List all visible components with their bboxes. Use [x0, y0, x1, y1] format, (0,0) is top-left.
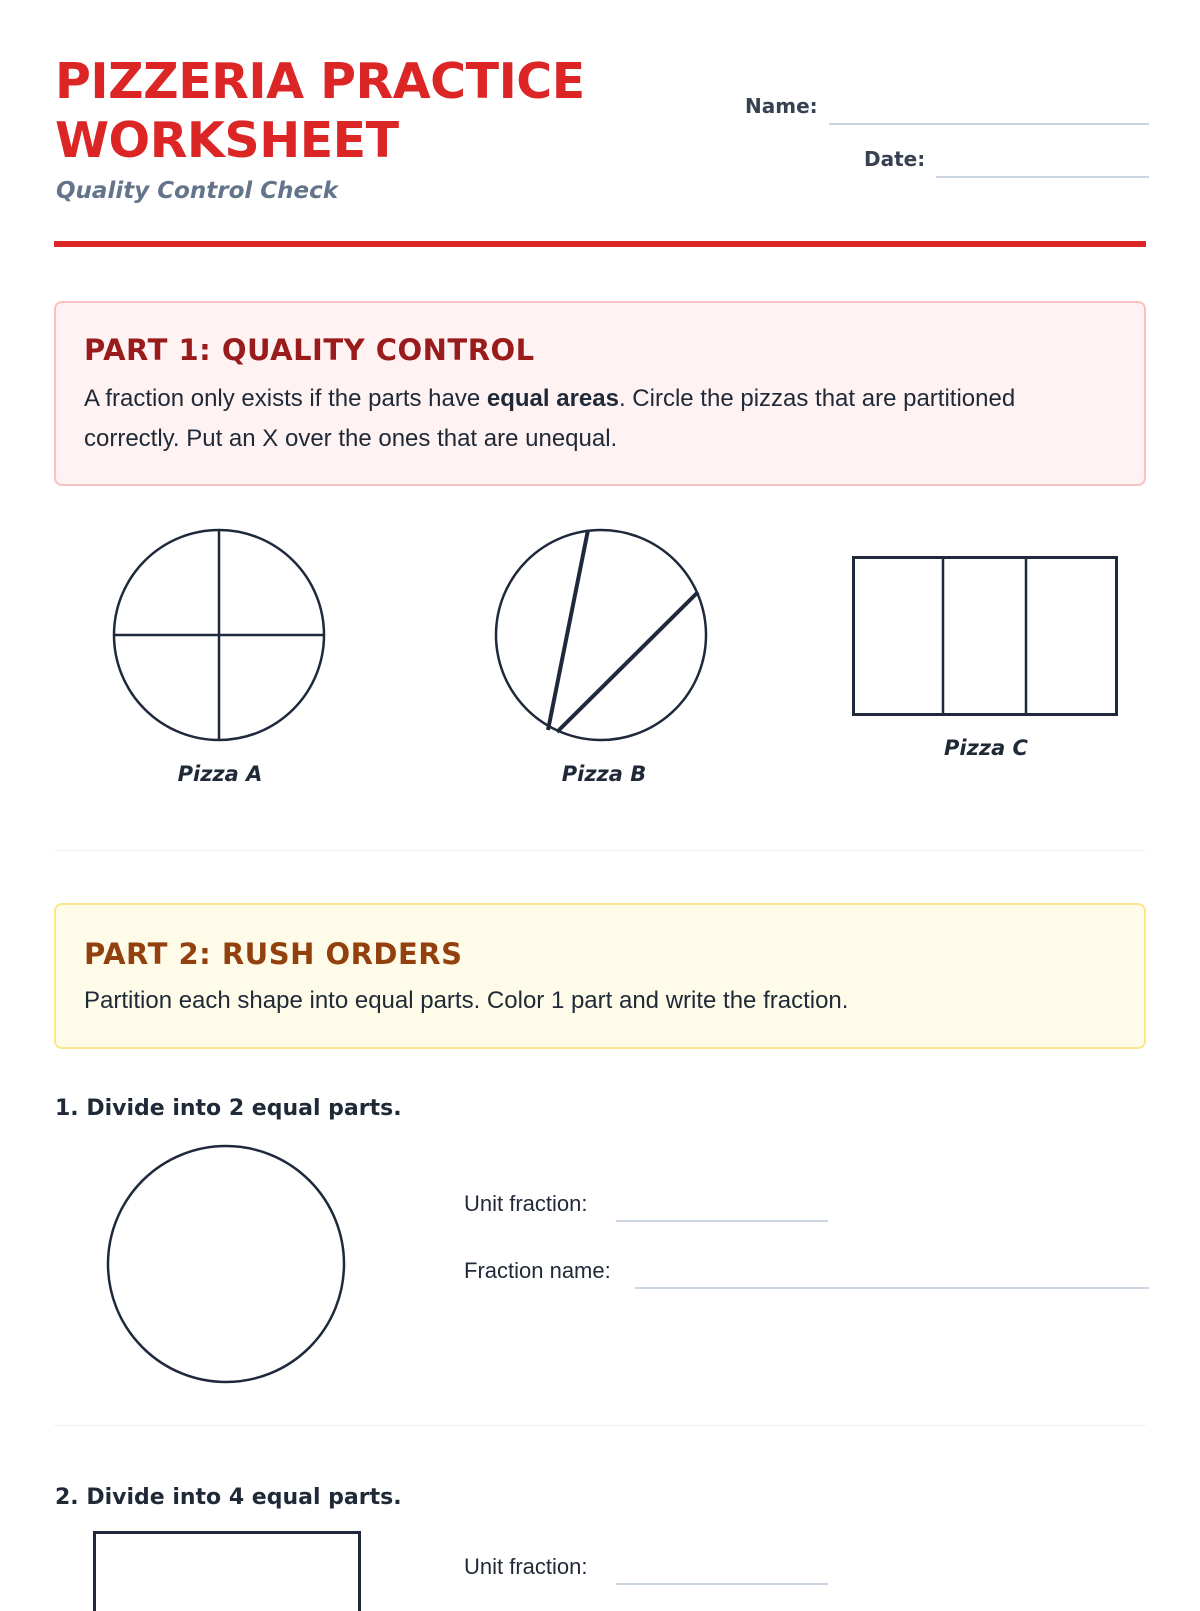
question-1-name-field[interactable] [635, 1287, 1149, 1289]
part2-instructions: Partition each shape into equal parts. Color 1 part and write the fraction. [84, 987, 849, 1014]
date-field[interactable] [936, 176, 1149, 178]
pizza-b-shape[interactable] [494, 528, 708, 742]
pizza-b-label: Pizza B [561, 762, 647, 786]
question-2-rectangle[interactable] [93, 1531, 361, 1611]
pizza-a-shape[interactable] [112, 528, 326, 742]
question-1-unit-label: Unit fraction: [464, 1191, 588, 1216]
worksheet-title: PIZZERIA PRACTICE WORKSHEET [55, 53, 585, 169]
date-label: Date: [864, 147, 926, 171]
question-2-prompt: 2. Divide into 4 equal parts. [55, 1485, 402, 1510]
part1-title: PART 1: QUALITY CONTROL [84, 333, 535, 367]
section-divider [54, 850, 1146, 851]
header-divider [54, 241, 1146, 247]
name-label: Name: [745, 94, 818, 118]
pizza-c-label: Pizza C [944, 736, 1028, 760]
question-1-prompt: 1. Divide into 2 equal parts. [55, 1096, 402, 1121]
part1-emphasis: equal areas [486, 385, 619, 412]
name-field[interactable] [829, 123, 1149, 125]
question-divider [54, 1425, 1146, 1426]
part1-panel [54, 301, 1146, 486]
part2-title: PART 2: RUSH ORDERS [84, 937, 463, 971]
question-2-unit-field[interactable] [616, 1583, 828, 1585]
pizza-c-shape[interactable] [852, 556, 1118, 716]
worksheet-subtitle: Quality Control Check [56, 178, 339, 204]
part1-instructions: A fraction only exists if the parts have equal areas. Circle the pizzas that are partitioned correctly. Put an X over the ones that are unequal. [84, 385, 1016, 452]
pizza-a-label: Pizza A [177, 762, 263, 786]
question-2-unit-label: Unit fraction: [464, 1554, 588, 1579]
question-1-unit-field[interactable] [616, 1220, 828, 1222]
part2-panel [54, 903, 1146, 1049]
question-1-circle[interactable] [106, 1144, 346, 1384]
question-1-name-label: Fraction name: [464, 1258, 611, 1283]
